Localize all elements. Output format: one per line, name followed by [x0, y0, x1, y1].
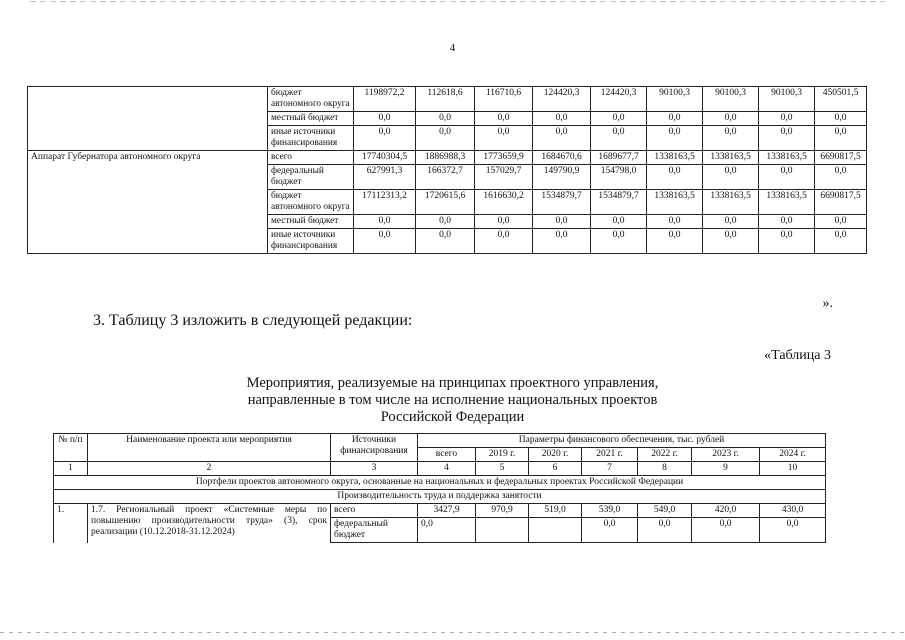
amount-cell: 0,0 [703, 165, 759, 190]
amount-cell: 0,0 [591, 229, 647, 254]
amount-cell: 1338163,5 [703, 190, 759, 215]
amount-cell: 3427,9 [418, 504, 476, 518]
amount-cell: 0,0 [354, 215, 416, 229]
amount-cell: 157029,7 [475, 165, 533, 190]
amount-cell: 1338163,5 [647, 151, 703, 165]
amount-cell: 0,0 [815, 165, 867, 190]
amount-cell: 0,0 [533, 229, 591, 254]
amount-cell: 112618,6 [416, 87, 475, 112]
organization-cell [28, 87, 268, 151]
table-row [28, 87, 867, 112]
table-row [28, 151, 867, 165]
amount-cell: 0,0 [533, 215, 591, 229]
table-3 [53, 433, 826, 543]
amount-cell: 0,0 [759, 229, 815, 254]
column-number: 7 [582, 462, 638, 476]
amount-cell: 627991,3 [354, 165, 416, 190]
amount-cell: 1886988,3 [416, 151, 475, 165]
amount-cell: 116710,6 [475, 87, 533, 112]
amount-cell: 124420,3 [533, 87, 591, 112]
funding-source-cell: бюджет автономного округа [268, 87, 354, 112]
header-year: 2022 г. [638, 448, 692, 462]
amount-cell: 1534879,7 [591, 190, 647, 215]
amount-cell: 0,0 [582, 518, 638, 543]
amount-cell: 1689677,7 [591, 151, 647, 165]
amount-cell: 90100,3 [703, 87, 759, 112]
amount-cell: 6690817,5 [815, 151, 867, 165]
scan-edge-top [30, 1, 885, 2]
amount-cell: 154798,0 [591, 165, 647, 190]
amount-cell: 0,0 [815, 215, 867, 229]
amount-cell: 0,0 [647, 165, 703, 190]
header-num: № п/п [54, 434, 88, 462]
amount-cell: 0,0 [703, 112, 759, 126]
column-number: 10 [760, 462, 826, 476]
funding-source-cell: всего [331, 504, 418, 518]
amount-cell: 0,0 [475, 126, 533, 151]
amount-cell: 1684670,6 [533, 151, 591, 165]
subsection-title: Производительность труда и поддержка занятости [54, 490, 826, 504]
header-year: 2023 г. [692, 448, 760, 462]
table-reference: «Таблица 3 [764, 348, 831, 363]
scan-edge-bottom [0, 632, 905, 633]
heading-line-2: направленные в том числе на исполнение национальных проектов [247, 392, 658, 408]
amount-cell: 166372,7 [416, 165, 475, 190]
page-number: 4 [449, 42, 456, 54]
column-number: 9 [692, 462, 760, 476]
funding-source-cell: местный бюджет [268, 215, 354, 229]
amount-cell: 0,0 [638, 518, 692, 543]
amount-cell: 17740304,5 [354, 151, 416, 165]
amount-cell: 0,0 [647, 215, 703, 229]
amount-cell: 0,0 [475, 112, 533, 126]
funding-source-cell: федеральный бюджет [268, 165, 354, 190]
amount-cell: 1616630,2 [475, 190, 533, 215]
amount-cell: 90100,3 [647, 87, 703, 112]
amount-cell: 0,0 [703, 126, 759, 151]
header-sources: Источники финансирования [331, 434, 418, 462]
amount-cell: 970,9 [476, 504, 529, 518]
amount-cell: 0,0 [354, 229, 416, 254]
amount-cell: 124420,3 [591, 87, 647, 112]
amount-cell: 0,0 [416, 112, 475, 126]
amount-cell: 549,0 [638, 504, 692, 518]
header-year: всего [418, 448, 476, 462]
header-year: 2021 г. [582, 448, 638, 462]
funding-source-cell: иные источники финансирования [268, 229, 354, 254]
amount-cell: 0,0 [591, 112, 647, 126]
table-heading [0, 375, 905, 426]
section-title: Портфели проектов автономного округа, основанные на национальных и федеральных проектах Российской Федерации [54, 476, 826, 490]
amount-cell: 519,0 [529, 504, 582, 518]
amount-cell: 420,0 [692, 504, 760, 518]
budget-table-continued [27, 86, 867, 254]
funding-source-cell: федеральный бюджет [331, 518, 418, 543]
header-year: 2024 г. [760, 448, 826, 462]
amount-cell: 1198972,2 [354, 87, 416, 112]
amount-cell: 0,0 [591, 126, 647, 151]
amount-cell: 0,0 [815, 126, 867, 151]
amount-cell: 0,0 [647, 126, 703, 151]
column-number: 8 [638, 462, 692, 476]
amount-cell: 1534879,7 [533, 190, 591, 215]
amount-cell: 0,0 [759, 126, 815, 151]
amount-cell: 0,0 [354, 112, 416, 126]
amount-cell: 1338163,5 [759, 190, 815, 215]
column-number: 1 [54, 462, 88, 476]
header-name: Наименование проекта или мероприятия [88, 434, 331, 462]
amount-cell: 0,0 [416, 215, 475, 229]
amount-cell: 0,0 [692, 518, 760, 543]
amount-cell: 1338163,5 [759, 151, 815, 165]
amount-cell [529, 518, 582, 543]
amount-cell: 0,0 [759, 165, 815, 190]
heading-line-1: Мероприятия, реализуемые на принципах проектного управления, [246, 375, 659, 391]
amount-cell: 0,0 [815, 229, 867, 254]
amount-cell: 0,0 [703, 215, 759, 229]
amount-cell: 0,0 [760, 518, 826, 543]
funding-source-cell: бюджет автономного округа [268, 190, 354, 215]
amount-cell: 0,0 [647, 112, 703, 126]
column-number: 5 [476, 462, 529, 476]
amount-cell: 0,0 [354, 126, 416, 151]
amount-cell: 0,0 [418, 518, 476, 543]
amount-cell: 0,0 [416, 229, 475, 254]
organization-cell: Аппарат Губернатора автономного округа [28, 151, 268, 254]
amount-cell: 0,0 [815, 112, 867, 126]
amount-cell: 0,0 [703, 229, 759, 254]
column-number: 4 [418, 462, 476, 476]
amount-cell: 0,0 [647, 229, 703, 254]
heading-line-3: Российской Федерации [380, 409, 525, 425]
funding-source-cell: местный бюджет [268, 112, 354, 126]
amount-cell: 90100,3 [759, 87, 815, 112]
amount-cell: 1720615,6 [416, 190, 475, 215]
column-number: 3 [331, 462, 418, 476]
funding-source-cell: иные источники финансирования [268, 126, 354, 151]
amount-cell: 1338163,5 [647, 190, 703, 215]
row-project-name: 1.7. Региональный проект «Системные меры по повышению производительности труда» (3), срок реализации (10.12.2018-31.12.2024) [88, 504, 331, 543]
row-number: 1. [54, 504, 88, 543]
header-year: 2020 г. [529, 448, 582, 462]
amount-cell: 0,0 [591, 215, 647, 229]
amount-cell: 1338163,5 [703, 151, 759, 165]
amount-cell: 0,0 [416, 126, 475, 151]
column-number: 6 [529, 462, 582, 476]
amount-cell: 0,0 [475, 215, 533, 229]
funding-source-cell: всего [268, 151, 354, 165]
amount-cell: 0,0 [533, 126, 591, 151]
amount-cell: 1773659,9 [475, 151, 533, 165]
amendment-instruction: 3. Таблицу 3 изложить в следующей редакции: [93, 312, 413, 329]
amount-cell: 6690817,5 [815, 190, 867, 215]
amount-cell: 0,0 [475, 229, 533, 254]
amount-cell: 450501,5 [815, 87, 867, 112]
column-number: 2 [88, 462, 331, 476]
amount-cell: 539,0 [582, 504, 638, 518]
closing-quote-mark: ». [822, 296, 833, 311]
amount-cell: 430,0 [760, 504, 826, 518]
amount-cell: 0,0 [533, 112, 591, 126]
amount-cell: 149790,9 [533, 165, 591, 190]
amount-cell: 0,0 [759, 112, 815, 126]
amount-cell: 0,0 [759, 215, 815, 229]
amount-cell: 17112313,2 [354, 190, 416, 215]
header-params: Параметры финансового обеспечения, тыс. рублей [418, 434, 826, 448]
header-year: 2019 г. [476, 448, 529, 462]
amount-cell [476, 518, 529, 543]
